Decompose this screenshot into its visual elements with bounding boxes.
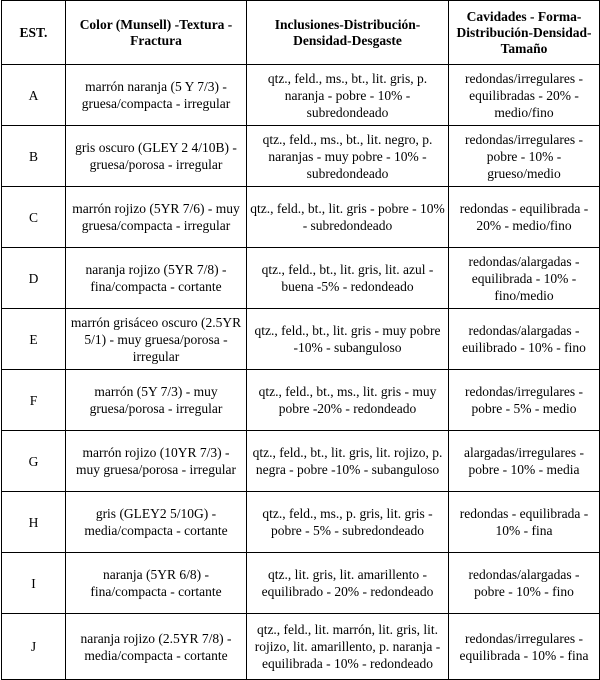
header-inclusiones: Inclusiones-Distribución-Densidad-Desgaste — [247, 1, 449, 65]
cell-cavidades: redondas - equilibrada - 10% - fina — [449, 492, 600, 553]
cell-cavidades: redondas/alargadas - equilibrada - 10% - fino/medio — [449, 248, 600, 309]
cell-cavidades: alargadas/irregulares - pobre - 10% - media — [449, 431, 600, 492]
cell-est: E — [2, 309, 66, 370]
header-est: EST. — [2, 1, 66, 65]
table-row — [2, 553, 600, 614]
cell-est: G — [2, 431, 66, 492]
cell-color: naranja (5YR 6/8) - fina/compacta - cortante — [66, 553, 247, 614]
table-row — [2, 370, 600, 431]
cell-est: A — [2, 65, 66, 126]
table-row — [2, 126, 600, 187]
cell-est: H — [2, 492, 66, 553]
table-row — [2, 65, 600, 126]
table-row — [2, 309, 600, 370]
cell-inclusiones: qtz., feld., bt., ms., lit. gris - muy pobre -20% - redondeado — [247, 370, 449, 431]
cell-cavidades: redondas/alargadas - euilibrado - 10% - fino — [449, 309, 600, 370]
header-color: Color (Munsell) -Textura - Fractura — [66, 1, 247, 65]
cell-cavidades: redondas/alargadas - pobre - 10% - fino — [449, 553, 600, 614]
cell-inclusiones: qtz., feld., bt., lit. gris - pobre - 10% - subredondeado — [247, 187, 449, 248]
cell-cavidades: redondas/irregulares - pobre - 10% - grueso/medio — [449, 126, 600, 187]
header-row — [2, 1, 600, 65]
cell-inclusiones: qtz., feld., bt., lit. gris, lit. azul - buena -5% - redondeado — [247, 248, 449, 309]
cell-cavidades: redondas/irregulares - equilibrada - 10% - fina — [449, 614, 600, 680]
cell-inclusiones: qtz., feld., bt., lit. gris, lit. rojizo, p. negra - pobre -10% - subanguloso — [247, 431, 449, 492]
cell-est: D — [2, 248, 66, 309]
cell-est: B — [2, 126, 66, 187]
cell-cavidades: redondas/irregulares - pobre - 5% - medio — [449, 370, 600, 431]
cell-color: marrón (5Y 7/3) - muy gruesa/porosa - irregular — [66, 370, 247, 431]
table-row — [2, 248, 600, 309]
cell-est: F — [2, 370, 66, 431]
cell-cavidades: redondas/irregulares - equilibradas - 20% - medio/fino — [449, 65, 600, 126]
cell-inclusiones: qtz., feld., ms., p. gris, lit. gris - pobre - 5% - subredondeado — [247, 492, 449, 553]
table-row — [2, 431, 600, 492]
cell-inclusiones: qtz., feld., ms., bt., lit. gris, p. naranja - pobre - 10% - subredondeado — [247, 65, 449, 126]
cell-inclusiones: qtz., feld., ms., bt., lit. negro, p. naranjas - muy pobre - 10% - subredondeado — [247, 126, 449, 187]
table-row — [2, 492, 600, 553]
table-body — [2, 65, 600, 680]
cell-cavidades: redondas - equilibrada - 20% - medio/fino — [449, 187, 600, 248]
table-row — [2, 187, 600, 248]
cell-color: gris oscuro (GLEY 2 4/10B) - gruesa/porosa - irregular — [66, 126, 247, 187]
cell-color: marrón rojizo (10YR 7/3) - muy gruesa/porosa - irregular — [66, 431, 247, 492]
header-cavidades: Cavidades - Forma-Distribución-Densidad-Tamaño — [449, 1, 600, 65]
cell-color: gris (GLEY2 5/10G) - media/compacta - cortante — [66, 492, 247, 553]
cell-est: J — [2, 614, 66, 680]
cell-est: I — [2, 553, 66, 614]
cell-inclusiones: qtz., lit. gris, lit. amarillento - equilibrado - 20% - redondeado — [247, 553, 449, 614]
cell-color: naranja rojizo (2.5YR 7/8) - media/compacta - cortante — [66, 614, 247, 680]
cell-est: C — [2, 187, 66, 248]
cell-color: marrón grisáceo oscuro (2.5YR 5/1) - muy gruesa/porosa - irregular — [66, 309, 247, 370]
cell-inclusiones: qtz., feld., lit. marrón, lit. gris, lit. rojizo, lit. amarillento, p. naranja - equilibrada - 10% - redondeado — [247, 614, 449, 680]
cell-color: naranja rojizo (5YR 7/8) - fina/compacta - cortante — [66, 248, 247, 309]
cell-color: marrón naranja (5 Y 7/3) - gruesa/compacta - irregular — [66, 65, 247, 126]
estructura-table — [1, 0, 600, 680]
cell-color: marrón rojizo (5YR 7/6) - muy gruesa/compacta - irregular — [66, 187, 247, 248]
cell-inclusiones: qtz., feld., bt., lit. gris - muy pobre -10% - subanguloso — [247, 309, 449, 370]
